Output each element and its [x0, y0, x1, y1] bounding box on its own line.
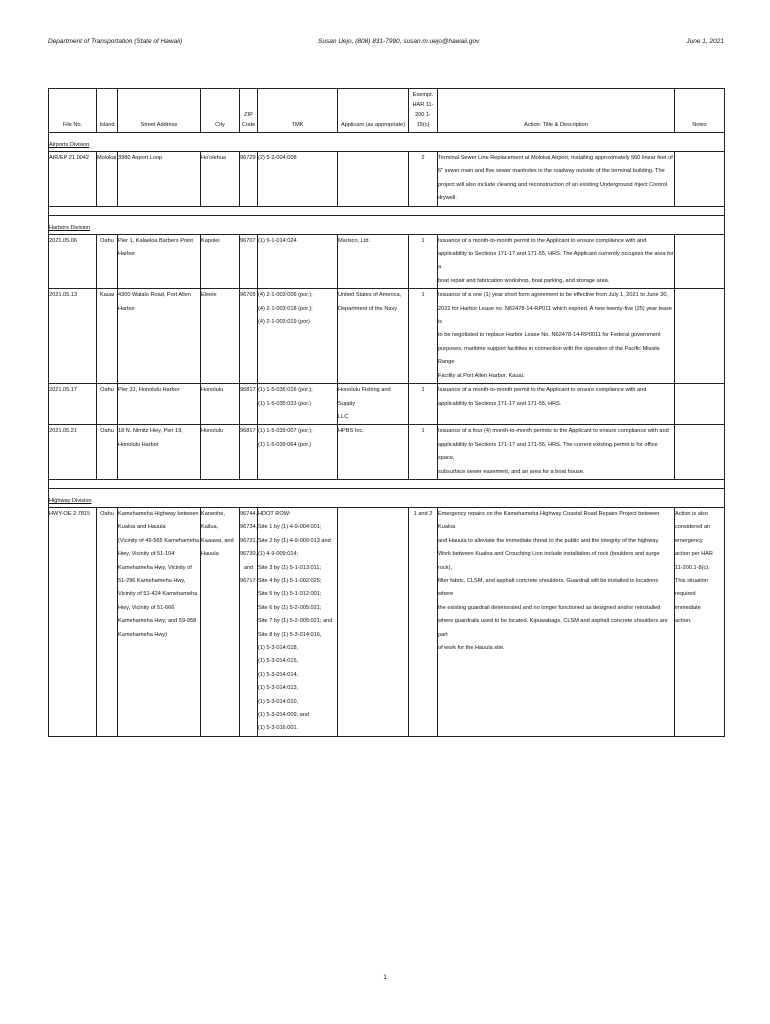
header-contact: Susan Uejo, (808) 831-7990, susan.m.uejo@hawaii.gov [318, 38, 480, 45]
zip-code: 96707 [240, 234, 258, 289]
tmk: HDOT ROW: Site 1 by (1) 4-9-004:001; Site 2 by (1) 4-9-009:013 and (1) 4-9-009:014; Site 3 by (1) 5-1-013:011; Site 4 by (1) 5-1-002:025; Site 5 by (1) 5-1-012:001; Site 6 by (1) 5-2-005:021; Site 7 by (1) 5-2-005:021; and Site 8 by (1) 5-3-014:016, (1) 5-3-014:018, (1) 5-3-014:015, (1) 5-3-014:014, (1) 5-3-014:013, (1) 5-3-014:010, (1) 5-3-014:009, and (1) 5-3-016:001. [258, 507, 338, 736]
notes [675, 289, 725, 384]
exemption-class: 1 [409, 384, 438, 425]
notes [675, 384, 725, 425]
notes [675, 234, 725, 289]
street-address: Pier 31, Honolulu Harbor [118, 384, 201, 425]
island: Oahu [97, 425, 118, 480]
table-row [49, 384, 725, 425]
applicant: United States of America, Department of the Navy [338, 289, 409, 384]
table-row [49, 425, 725, 480]
applicant [338, 152, 409, 207]
applicant: Marisco, Ltd. [338, 234, 409, 289]
page-header [48, 38, 724, 50]
page-number: 1 [383, 974, 387, 981]
tmk: (1) 1-5-039:007 (por.); (1) 1-5-039:064 (por.) [258, 425, 338, 480]
zip-code: 96729 [240, 152, 258, 207]
city: Eleele [201, 289, 240, 384]
street-address: 18 N. Nimitz Hwy, Pier 19, Honolulu Harbor [118, 425, 201, 480]
street-address: Kamehameha Highway between Kualoa and Hauula (Vicinity of 49-565 Kamehameha Hwy, Vicinity of 51-104 Kamehameha Hwy, Vicinity of 51-296 Kamehameha Hwy, Vicinity of 51-424 Kamehameha Hwy, Vicinity of 51-666 Kamehameha Hwy, and 59-958 Kamehameha Hwy) [118, 507, 201, 736]
street-address: 4300 Waialo Road, Port Allen Harbor [118, 289, 201, 384]
exemption-class: 2 [409, 152, 438, 207]
file-no: 2021.05.21 [49, 425, 97, 480]
zip-code: 96817 [240, 425, 258, 480]
col-city: City [201, 89, 240, 133]
division-label: Highway Division [49, 488, 725, 507]
action-description: Issuance of a one (1) year short form agreement to be effective from July 1, 2021 to June 30, 2022 for Harbor Lease no. N62478-14-RP011 which expired. A new twenty-five (25) year lease is to be negotiated to replace Harbor Lease No. N62478-14-RP0011 for Federal government purposes, maritime support facilities in connection with the operation of the Pacific Missile Range Facility at Port Allen Harbor, Kauai. [438, 289, 675, 384]
zip-code: 96744, 96734, 96731, 96730, and 96717 [240, 507, 258, 736]
island: Molokai [97, 152, 118, 207]
action-description: Emergency repairs on the Kamehameha Highway Coastal Road Repairs Project between Kualoa and Hauula to alleviate the immediate threat to the public and the integrity of the highway. Work between Kualoa and Crouching Lion include installation of rock (boulders and surge rock), filter fabric, CLSM, and asphalt concrete shoulders. Guardrail will be installed in locations where the existing guardrail deteriorated and no longer functioned as designed and/or reinstalled where guardrails used to be located. Kipuwabags, CLSM and asphalt concrete shoulders are part of work for the Hauula site. [438, 507, 675, 736]
tmk: (1) 9-1-014:024 [258, 234, 338, 289]
exemption-class: 1 and 2 [409, 507, 438, 736]
file-no: HWY-OE 2.7815 [49, 507, 97, 736]
street-address: 3980 Airport Loop [118, 152, 201, 207]
island: Oahu [97, 507, 118, 736]
table-row [49, 152, 725, 207]
division-row-harbors [49, 215, 725, 234]
island: Kauai [97, 289, 118, 384]
table-header-row [49, 89, 725, 133]
division-label: Airports Division [49, 133, 725, 152]
col-street-address: Street Address [118, 89, 201, 133]
tmk: (4) 2-1-003:006 (por.); (4) 2-1-003:018 (por.); (4) 2-1-003:019 (por) [258, 289, 338, 384]
city: Honolulu [201, 384, 240, 425]
notes [675, 425, 725, 480]
street-address: Pier 1, Kalaeloa Barbers Point Harbor [118, 234, 201, 289]
table-row [49, 234, 725, 289]
applicant: Honolulu Fishing and Supply LLC [338, 384, 409, 425]
col-notes: Notes [675, 89, 725, 133]
action-description: Issuance of a month-to-month permit to the Applicant to ensure compliance with and applicability to Sections 171-17 and 171-55, HRS. [438, 384, 675, 425]
island: Oahu [97, 234, 118, 289]
col-file-no: File No. [49, 89, 97, 133]
exemption-class: 1 [409, 289, 438, 384]
applicant: HPBS Inc. [338, 425, 409, 480]
applicant [338, 507, 409, 736]
city: Ho'olehua [201, 152, 240, 207]
file-no: 2021.05.17 [49, 384, 97, 425]
action-description: Issuance of a month-to-month permit to the Applicant to ensure compliance with and applicability to Sections 171-17 and 171-55, HRS. The Applicant currently occupies the area for a boat repair and fabrication workshop, boat parking, and storage area. [438, 234, 675, 289]
tmk: (2) 5-2-004:008 [258, 152, 338, 207]
col-island: Island [97, 89, 118, 133]
division-row-airports [49, 133, 725, 152]
spacer-row [49, 206, 725, 215]
file-no: 2021.05.06 [49, 234, 97, 289]
col-exemption: Exempt. HAR 11- 200.1-15(c) [409, 89, 438, 133]
col-action: Action: Title & Description [438, 89, 675, 133]
tmk: (1) 1-5-035:016 (por.); (1) 1-5-035:033 (por.) [258, 384, 338, 425]
action-description: Issuance of a four (4) month-to-month permits to the Applicant to ensure compliance with and applicability to Sections 171-17 and 171-55, HRS. The current existing permit is for office space, subsurface sewer easement, and an area for a boat house. [438, 425, 675, 480]
col-zip-code: ZIP Code [240, 89, 258, 133]
notes [675, 152, 725, 207]
zip-code: 96817 [240, 384, 258, 425]
city: Kapolei [201, 234, 240, 289]
exemption-class: 1 [409, 234, 438, 289]
island: Oahu [97, 384, 118, 425]
exemption-class: 1 [409, 425, 438, 480]
col-applicant: Applicant (as appropriate) [338, 89, 409, 133]
city: Honolulu [201, 425, 240, 480]
exemption-table [48, 88, 725, 737]
col-tmk: TMK [258, 89, 338, 133]
notes: Action is also considered an emergency action per HAR 11-200.1-8(c). This situation required immediate action. [675, 507, 725, 736]
table-row [49, 289, 725, 384]
division-row-highways [49, 488, 725, 507]
action-description: Terminal Sewer Line Replacement at Molokai Airport; Installing approximately 560 linear feet of 6" sewer main and five sewer manholes in the roadway outside of the terminal building. The project will also include clearing and reconstruction of an existing Underground Inject Control drywell. [438, 152, 675, 207]
header-date: June 1, 2021 [686, 38, 724, 45]
header-department: Department of Transportation (State of Hawaii) [48, 38, 183, 45]
spacer-row [49, 479, 725, 488]
file-no: AIR/EP 21.0042 [49, 152, 97, 207]
zip-code: 96705 [240, 289, 258, 384]
city: Kaneohe, Kailua, Kaaawa, and Hauula [201, 507, 240, 736]
file-no: 2021.05.13 [49, 289, 97, 384]
division-label: Harbors Division [49, 215, 725, 234]
table-row [49, 507, 725, 736]
